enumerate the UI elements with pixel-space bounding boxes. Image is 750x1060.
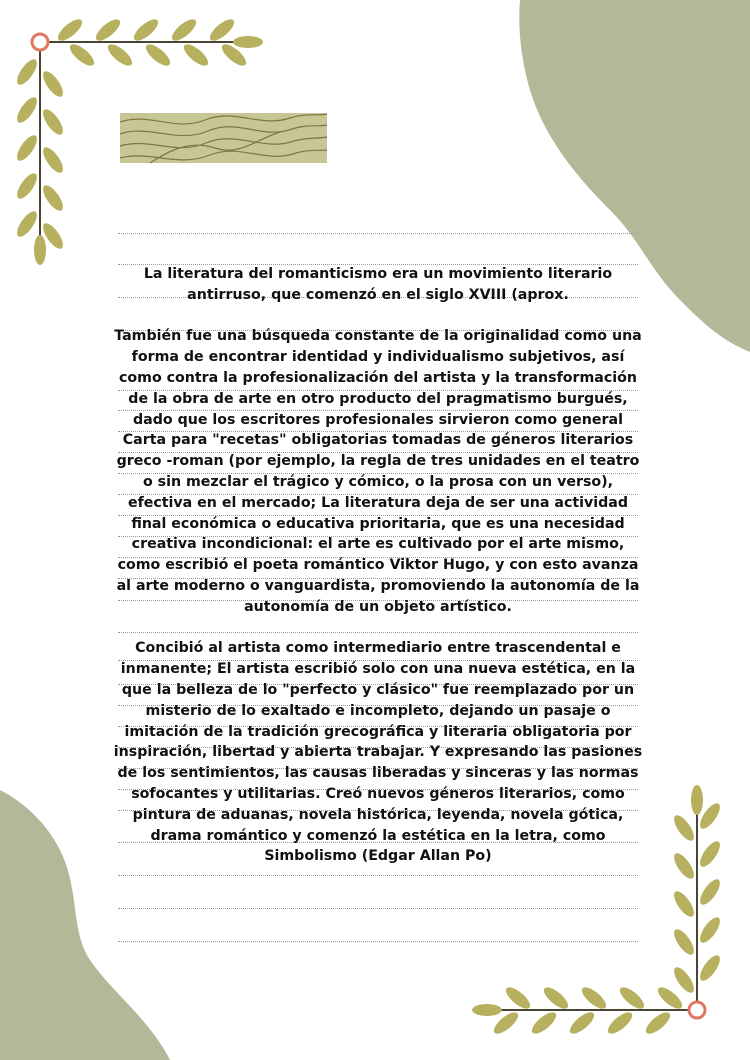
leaf-icon [39, 68, 66, 99]
leaf-icon [34, 235, 46, 265]
ruled-line [118, 875, 638, 876]
leaf-icon [691, 785, 703, 815]
leaf-icon [670, 850, 697, 881]
leaf-icon [13, 94, 40, 125]
leaf-icon [696, 838, 723, 869]
leaf-icon [39, 144, 66, 175]
leaf-icon [655, 984, 686, 1012]
document-body [112, 264, 644, 867]
leaf-icon [696, 952, 723, 983]
leaf-icon [670, 812, 697, 843]
branch-node-icon [689, 1002, 705, 1018]
paragraph-1: La literatura del romanticismo era un movimiento literario antirruso, que comenzó en el siglo XVIII (aprox. [143, 266, 613, 303]
leaf-icon [55, 16, 86, 44]
leaf-icon [696, 914, 723, 945]
paragraph-2: También fue una búsqueda constante de la originalidad como una forma de encontrar identidad y individualismo subjetivos, así como contra la profesionalización del artista y la transformación de la obra de arte en otro producto del pragmatismo burgués, dado que los escritores profesionales sirvieron como general Carta para "recetas" obligatorias tomadas de géneros literarios greco -roman (por ejemplo, la regla de tres unidades en el teatro o sin mezclar el trágico y cómico, o la prosa con un verso), efectiva en el mercado; La literatura deja de ser una actividad final económica o educativa prioritaria, que es una necesidad creativa incondicional: el arte es cultivado por el arte mismo, como escribió el poeta romántico Viktor Hugo, y con esto avanza al arte moderno o vanguardista, promoviendo la autonomía de la autonomía de un objeto artístico. [114, 328, 642, 615]
leaf-icon [13, 170, 40, 201]
leaf-icon [67, 41, 98, 69]
branch-node-icon [32, 34, 48, 50]
leaf-icon [39, 106, 66, 137]
ruled-line [118, 941, 638, 942]
leaf-icon [643, 1009, 674, 1037]
leaf-icon [13, 132, 40, 163]
leaf-icon [13, 56, 40, 87]
leaf-icon [670, 926, 697, 957]
ruled-line [118, 233, 638, 234]
paragraph-3: Concibió al artista como intermediario entre trascendental e inmanente; El artista escribió solo con una nueva estética, en la que la belleza de lo "perfecto y clásico" fue reemplazado por un misterio de lo exaltado e incompleto, dejando un pasaje o imitación de la tradición grecográfica y literaria obligatoria por inspiración, libertad y abierta trabajar. Y expresando las pasiones de los sentimientos, las causas liberadas y sinceras y las normas sofocantes y utilitarias. Creó nuevos géneros literarios, como pintura de aduanas, novela histórica, leyenda, novela gótica, drama romántico y comenzó la estética en la letra, como Simbolismo (Edgar Allan Po) [113, 640, 643, 865]
leaf-icon [670, 964, 697, 995]
leaf-icon [39, 182, 66, 213]
leaf-icon [13, 208, 40, 239]
ruled-line [118, 908, 638, 909]
leaf-icon [696, 876, 723, 907]
leaf-icon [670, 888, 697, 919]
